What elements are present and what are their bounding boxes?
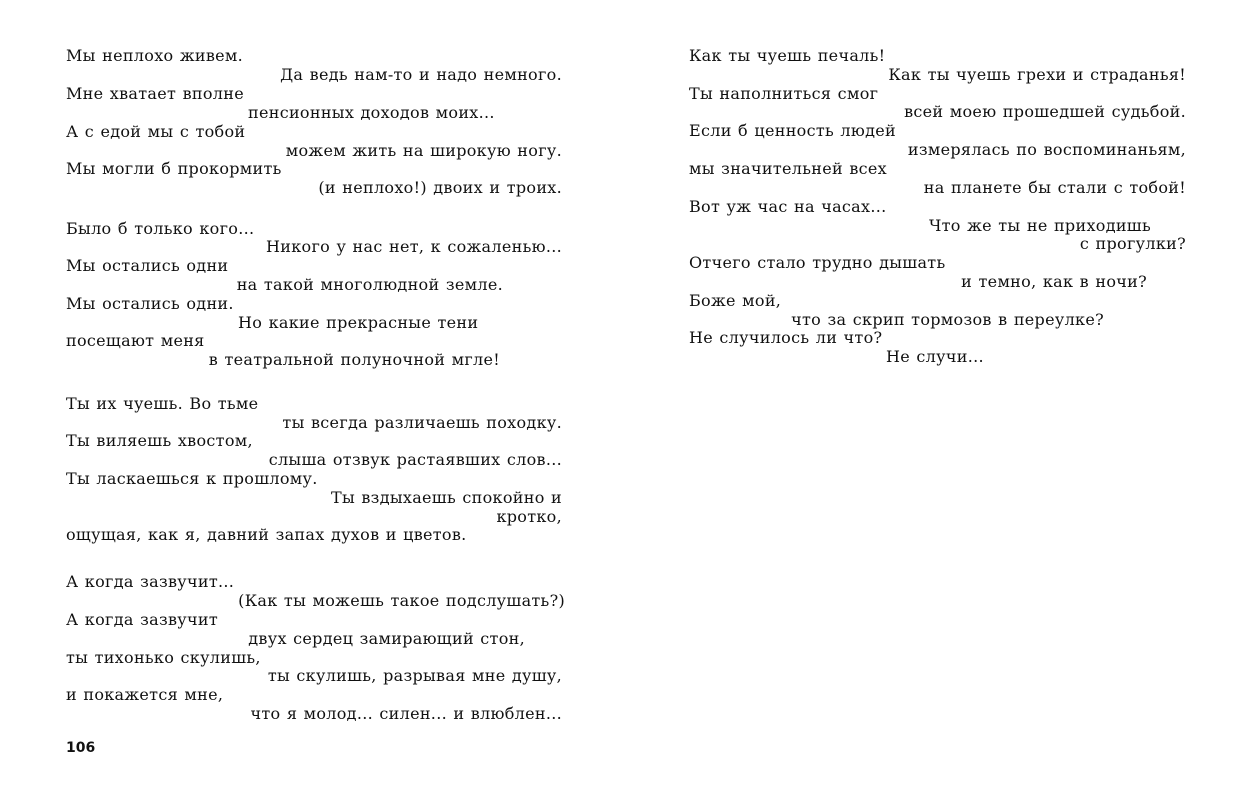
poem-line: Было б только кого... (66, 219, 255, 238)
poem-line: на такой многолюдной земле. (236, 275, 503, 294)
poem-line: Как ты чуешь грехи и страданья! (888, 65, 1186, 84)
poem-line: Ты вздыхаешь спокойно и (330, 488, 562, 507)
poem-line: Но какие прекрасные тени (238, 313, 479, 332)
poem-line: ты тихонько скулишь, (66, 648, 261, 667)
poem-line: ощущая, как я, давний запах духов и цветов. (66, 525, 467, 544)
poem-line: Ты виляешь хвостом, (66, 431, 253, 450)
poem-line: Мы неплохо живем. (66, 46, 244, 65)
poem-line: Что же ты не приходишь (928, 216, 1151, 235)
poem-line: мы значительней всех (689, 159, 887, 178)
poem-line: пенсионных доходов моих... (248, 103, 495, 122)
poem-line: Как ты чуешь печаль! (689, 46, 886, 65)
page-number: 106 (66, 740, 96, 756)
poem-line: Мы могли б прокормить (66, 159, 282, 178)
poem-line: Ты их чуешь. Во тьме (66, 394, 259, 413)
poem-line: слыша отзвук растаявших слов... (268, 450, 562, 469)
poem-line: ты всегда различаешь походку. (282, 413, 562, 432)
poem-line: можем жить на широкую ногу. (285, 141, 562, 160)
poem-line: А когда зазвучит (66, 610, 219, 629)
poem-line: Да ведь нам-то и надо немного. (280, 65, 562, 84)
poem-line: и темно, как в ночи? (961, 272, 1147, 291)
poem-line: Никого у нас нет, к сожаленью... (266, 237, 562, 256)
poem-line: Ты наполниться смог (689, 84, 879, 103)
poem-line: А с едой мы с тобой (66, 122, 246, 141)
poem-line: что я молод... силен... и влюблен... (250, 704, 562, 723)
poem-line: Не случилось ли что? (689, 328, 883, 347)
poem-line: Отчего стало трудно дышать (689, 253, 946, 272)
poem-line: Мне хватает вполне (66, 84, 244, 103)
poem-line: всей моею прошедшей судьбой. (904, 102, 1186, 121)
poem-line: и покажется мне, (66, 685, 224, 704)
right-page (625, 0, 1250, 800)
poem-line: двух сердец замирающий стон, (248, 629, 525, 648)
poem-line: в театральной полуночной мгле! (208, 350, 500, 369)
poem-line: А когда зазвучит... (66, 572, 235, 591)
poem-line: Мы остались одни (66, 256, 229, 275)
poem-line: ты скулишь, разрывая мне душу, (267, 666, 562, 685)
poem-line: Вот уж час на часах... (689, 197, 887, 216)
poem-line: Боже мой, (689, 291, 782, 310)
poem-line: Не случи... (886, 347, 984, 366)
poem-line: посещают меня (66, 331, 205, 350)
poem-line: (Как ты можешь такое подслушать?) (238, 591, 565, 610)
poem-line: что за скрип тормозов в переулке? (791, 310, 1104, 329)
poem-line: измерялась по воспоминаньям, (907, 140, 1186, 159)
poem-line: кротко, (496, 507, 562, 526)
poem-line: (и неплохо!) двоих и троих. (318, 178, 562, 197)
poem-line: Если б ценность людей (689, 121, 896, 140)
poem-line: на планете бы стали с тобой! (923, 178, 1186, 197)
poem-line: с прогулки? (1079, 234, 1186, 253)
poem-line: Мы остались одни. (66, 294, 234, 313)
poem-line: Ты ласкаешься к прошлому. (66, 469, 318, 488)
